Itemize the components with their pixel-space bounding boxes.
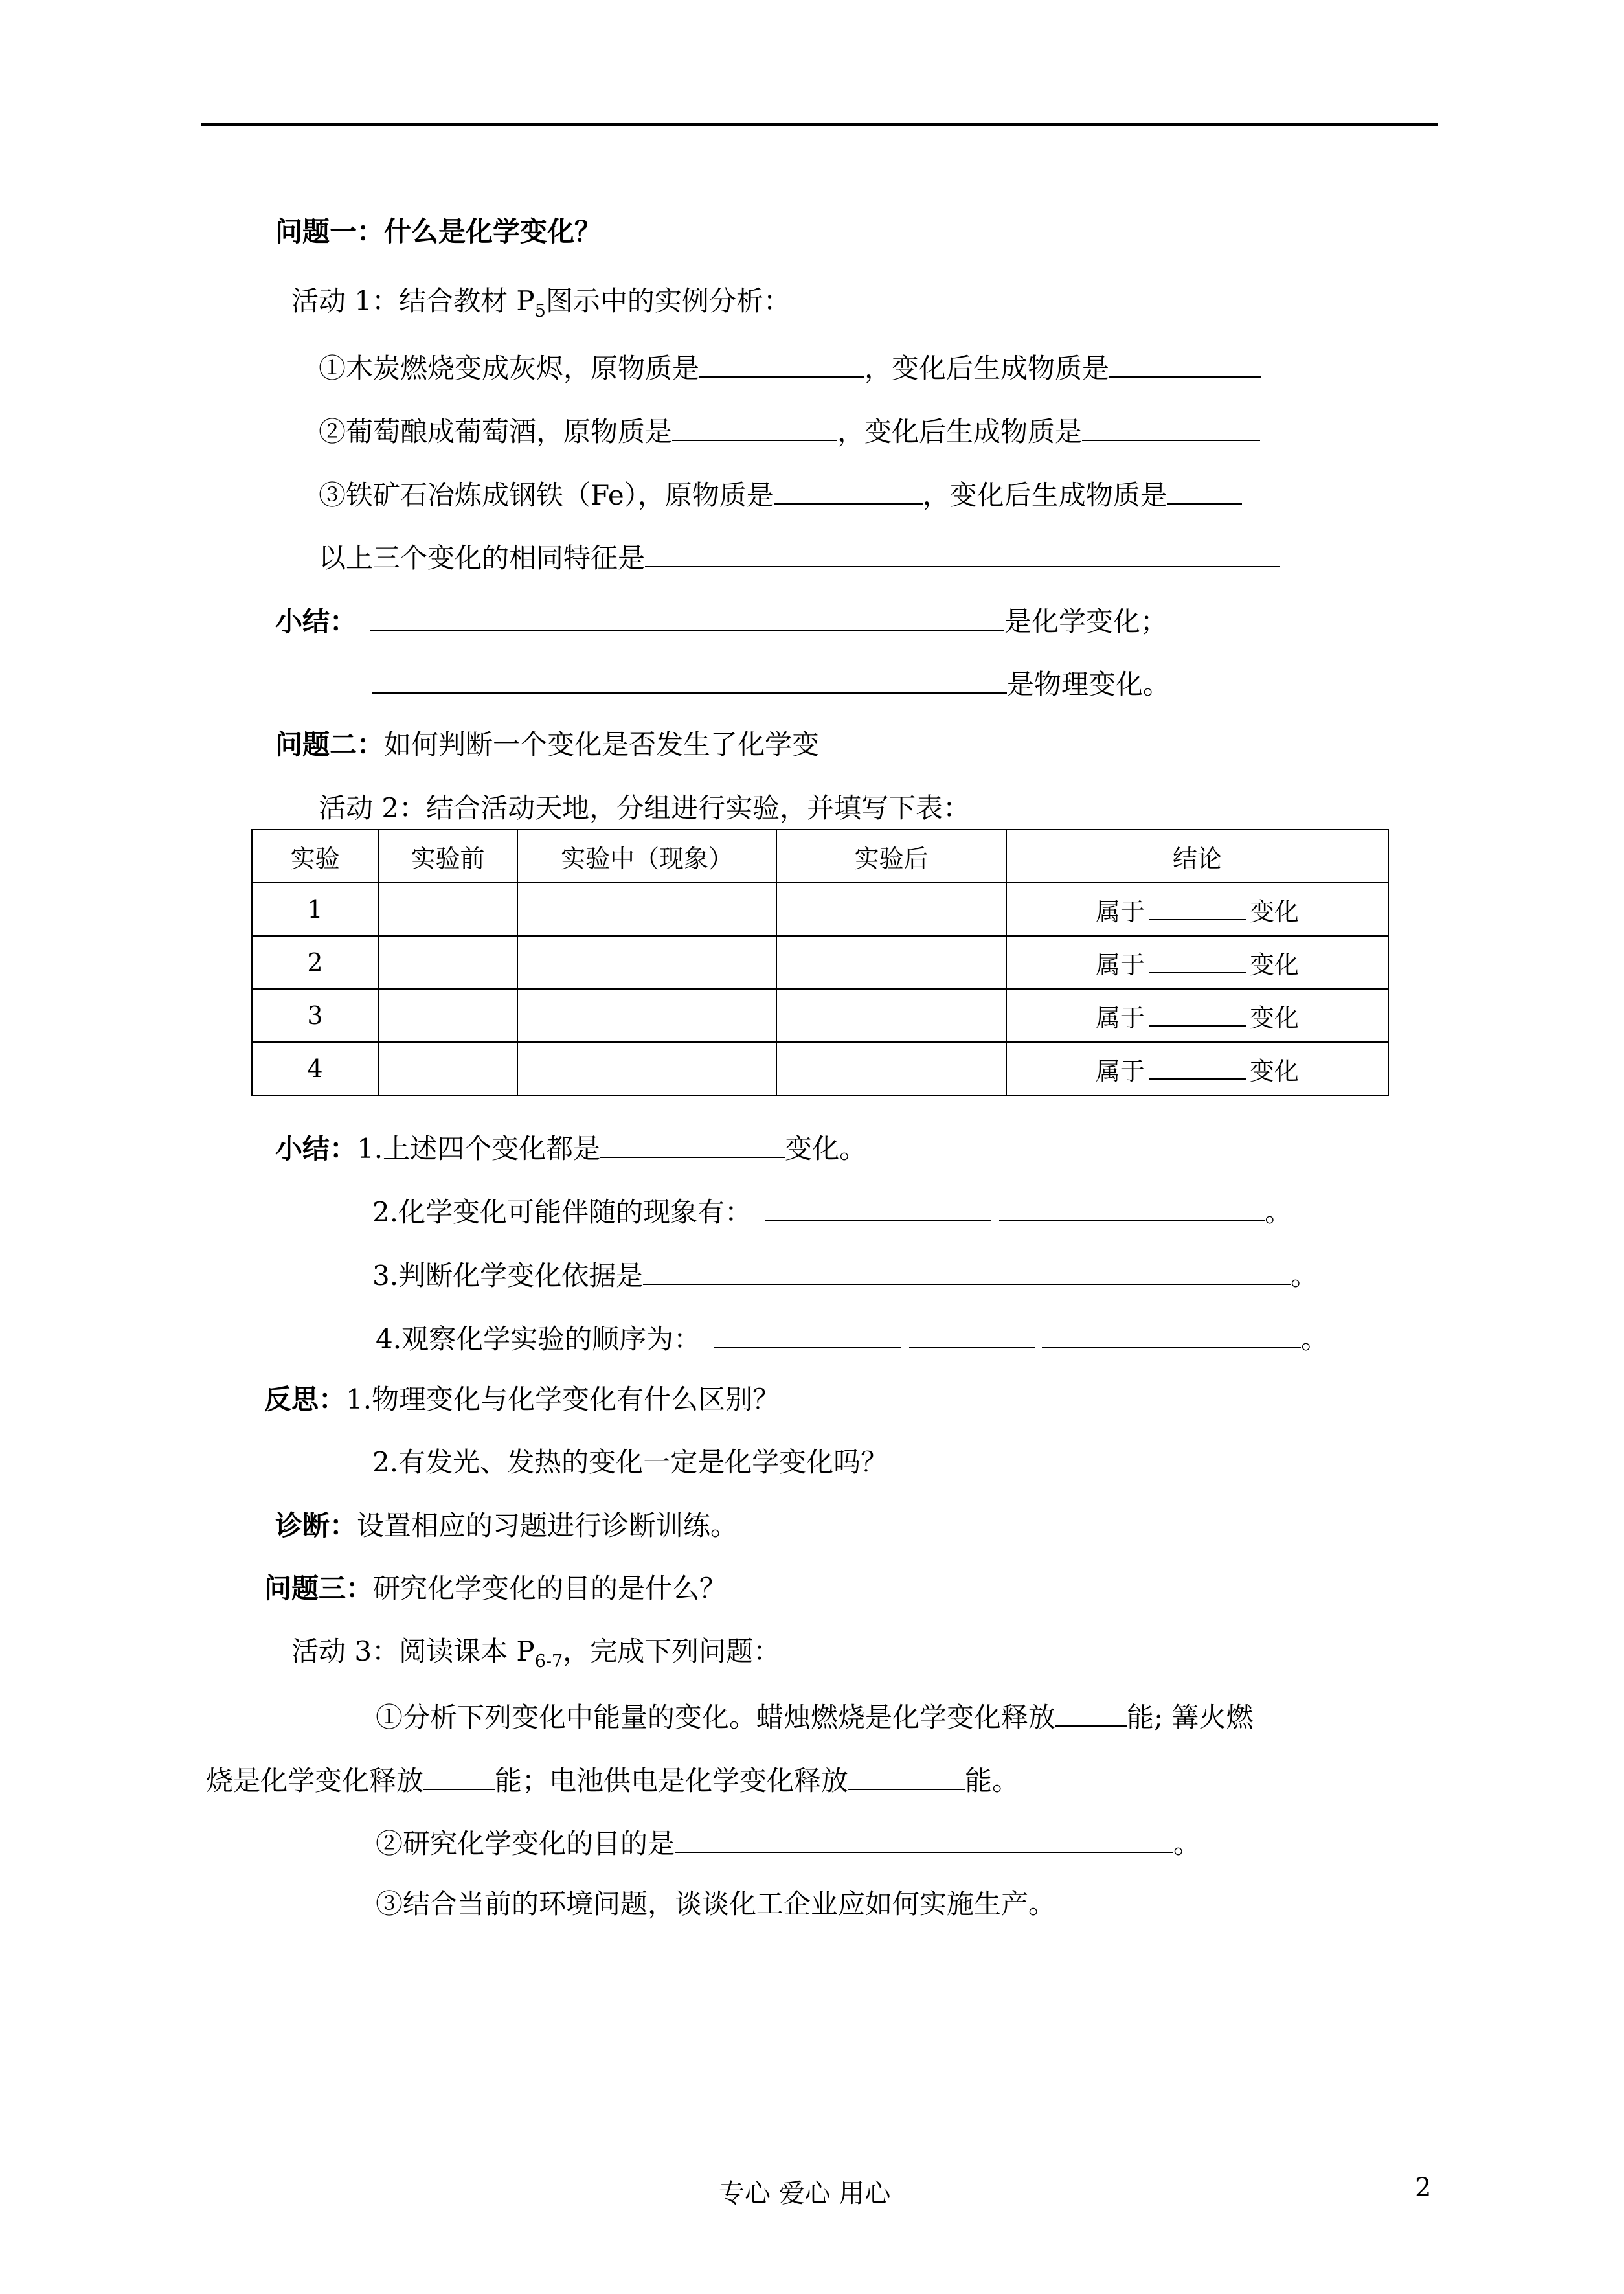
blank[interactable] [1149, 949, 1246, 973]
blank[interactable] [699, 348, 864, 378]
blank[interactable] [1167, 475, 1242, 505]
table-cell[interactable] [517, 936, 776, 989]
blank[interactable] [423, 1760, 495, 1790]
environment-question: ③结合当前的环境问题，谈谈化工企业应如何实施生产。 [376, 1888, 1056, 1920]
experiment-table [251, 829, 1389, 1096]
summary-1: 小结： 是化学变化； [275, 601, 1167, 640]
table-header: 结论 [1006, 830, 1388, 883]
table-header: 实验 [252, 830, 378, 883]
table-row [252, 989, 1388, 1042]
summary-2-item-2: 2.化学变化可能伴随的现象有： 。 [372, 1192, 1292, 1231]
table-row [252, 883, 1388, 936]
blank[interactable] [370, 601, 1004, 631]
blank[interactable] [1149, 1002, 1246, 1027]
blank[interactable] [765, 1192, 991, 1221]
blank[interactable] [1109, 348, 1261, 378]
blank[interactable] [1042, 1319, 1301, 1348]
blank[interactable] [909, 1319, 1035, 1348]
blank[interactable] [714, 1319, 901, 1348]
activity-1: 活动 1：结合教材 $P_5$图示中的实例分析： [291, 285, 791, 321]
example-1: ①木炭燃烧变成灰烬，原物质是 ，变化后生成物质是 [319, 348, 1261, 387]
blank[interactable] [643, 1255, 1291, 1285]
conclusion-cell: 属于 变化 [1006, 1042, 1388, 1095]
activity-3: 活动 3：阅读课本 $P_{6-7}$，完成下列问题： [291, 1635, 781, 1672]
reflection-2: 2.有发光、发热的变化一定是化学变化吗？ [372, 1446, 888, 1478]
table-cell[interactable] [517, 1042, 776, 1095]
blank[interactable] [1149, 896, 1246, 920]
blank[interactable] [645, 538, 1280, 567]
table-cell[interactable] [378, 883, 517, 936]
blank[interactable] [372, 664, 1007, 694]
table-cell: 4 [252, 1042, 378, 1095]
example-3: ③铁矿石冶炼成钢铁（Fe），原物质是 ，变化后生成物质是 [319, 475, 1242, 514]
blank[interactable] [675, 1823, 1173, 1853]
table-row [252, 1042, 1388, 1095]
activity-2: 活动 2：结合活动天地，分组进行实验，并填写下表： [319, 792, 971, 824]
example-2: ②葡萄酿成葡萄酒，原物质是 ，变化后生成物质是 [319, 411, 1260, 450]
table-cell[interactable] [517, 883, 776, 936]
table-cell[interactable] [776, 989, 1006, 1042]
summary-1-physical: 是物理变化。 [372, 664, 1170, 703]
blank[interactable] [672, 411, 837, 441]
question-1-title: 问题一：什么是化学变化？ [275, 216, 602, 247]
table-cell: 2 [252, 936, 378, 989]
footer-motto: 专心 爱心 用心 [719, 2179, 891, 2209]
blank[interactable] [600, 1128, 785, 1158]
question-2-title: 问题二：如何判断一个变化是否发生了化学变 [275, 729, 820, 760]
purpose-question: ②研究化学变化的目的是 。 [376, 1823, 1201, 1862]
conclusion-cell: 属于 变化 [1006, 936, 1388, 989]
page-number: 2 [1415, 2173, 1432, 2203]
table-header: 实验中（现象） [517, 830, 776, 883]
blank[interactable] [1055, 1697, 1127, 1727]
table-cell[interactable] [776, 936, 1006, 989]
table-cell: 1 [252, 883, 378, 936]
table-header: 实验后 [776, 830, 1006, 883]
header-rule [201, 123, 1438, 126]
blank[interactable] [848, 1760, 965, 1790]
table-header: 实验前 [378, 830, 517, 883]
common-feature: 以上三个变化的相同特征是 [319, 538, 1280, 576]
conclusion-cell: 属于 变化 [1006, 989, 1388, 1042]
table-cell[interactable] [776, 1042, 1006, 1095]
table-cell[interactable] [776, 883, 1006, 936]
table-cell[interactable] [378, 989, 517, 1042]
table-cell: 3 [252, 989, 378, 1042]
energy-question-line-1: ①分析下列变化中能量的变化。蜡烛燃烧是化学变化释放 能; 篝火燃 [376, 1697, 1254, 1736]
blank[interactable] [1149, 1055, 1246, 1080]
summary-2-item-4: 4.观察化学实验的顺序为： 。 [376, 1319, 1328, 1357]
summary-2-item-3: 3.判断化学变化依据是 。 [372, 1255, 1318, 1294]
table-row [252, 936, 1388, 989]
blank[interactable] [999, 1192, 1265, 1221]
blank[interactable] [774, 475, 923, 505]
diagnosis: 诊断：设置相应的习题进行诊断训练。 [275, 1510, 738, 1541]
conclusion-cell: 属于 变化 [1006, 883, 1388, 936]
question-3-title: 问题三：研究化学变化的目的是什么？ [264, 1573, 727, 1604]
summary-2-item-1: 小结：1.上述四个变化都是 变化。 [275, 1128, 866, 1167]
blank[interactable] [1082, 411, 1260, 441]
table-cell[interactable] [517, 989, 776, 1042]
reflection-1: 反思：1.物理变化与化学变化有什么区别？ [264, 1383, 780, 1415]
table-header-row [252, 830, 1388, 883]
energy-question-line-2: 烧是化学变化释放 能；电池供电是化学变化释放 能。 [206, 1760, 1019, 1799]
table-cell[interactable] [378, 1042, 517, 1095]
table-cell[interactable] [378, 936, 517, 989]
